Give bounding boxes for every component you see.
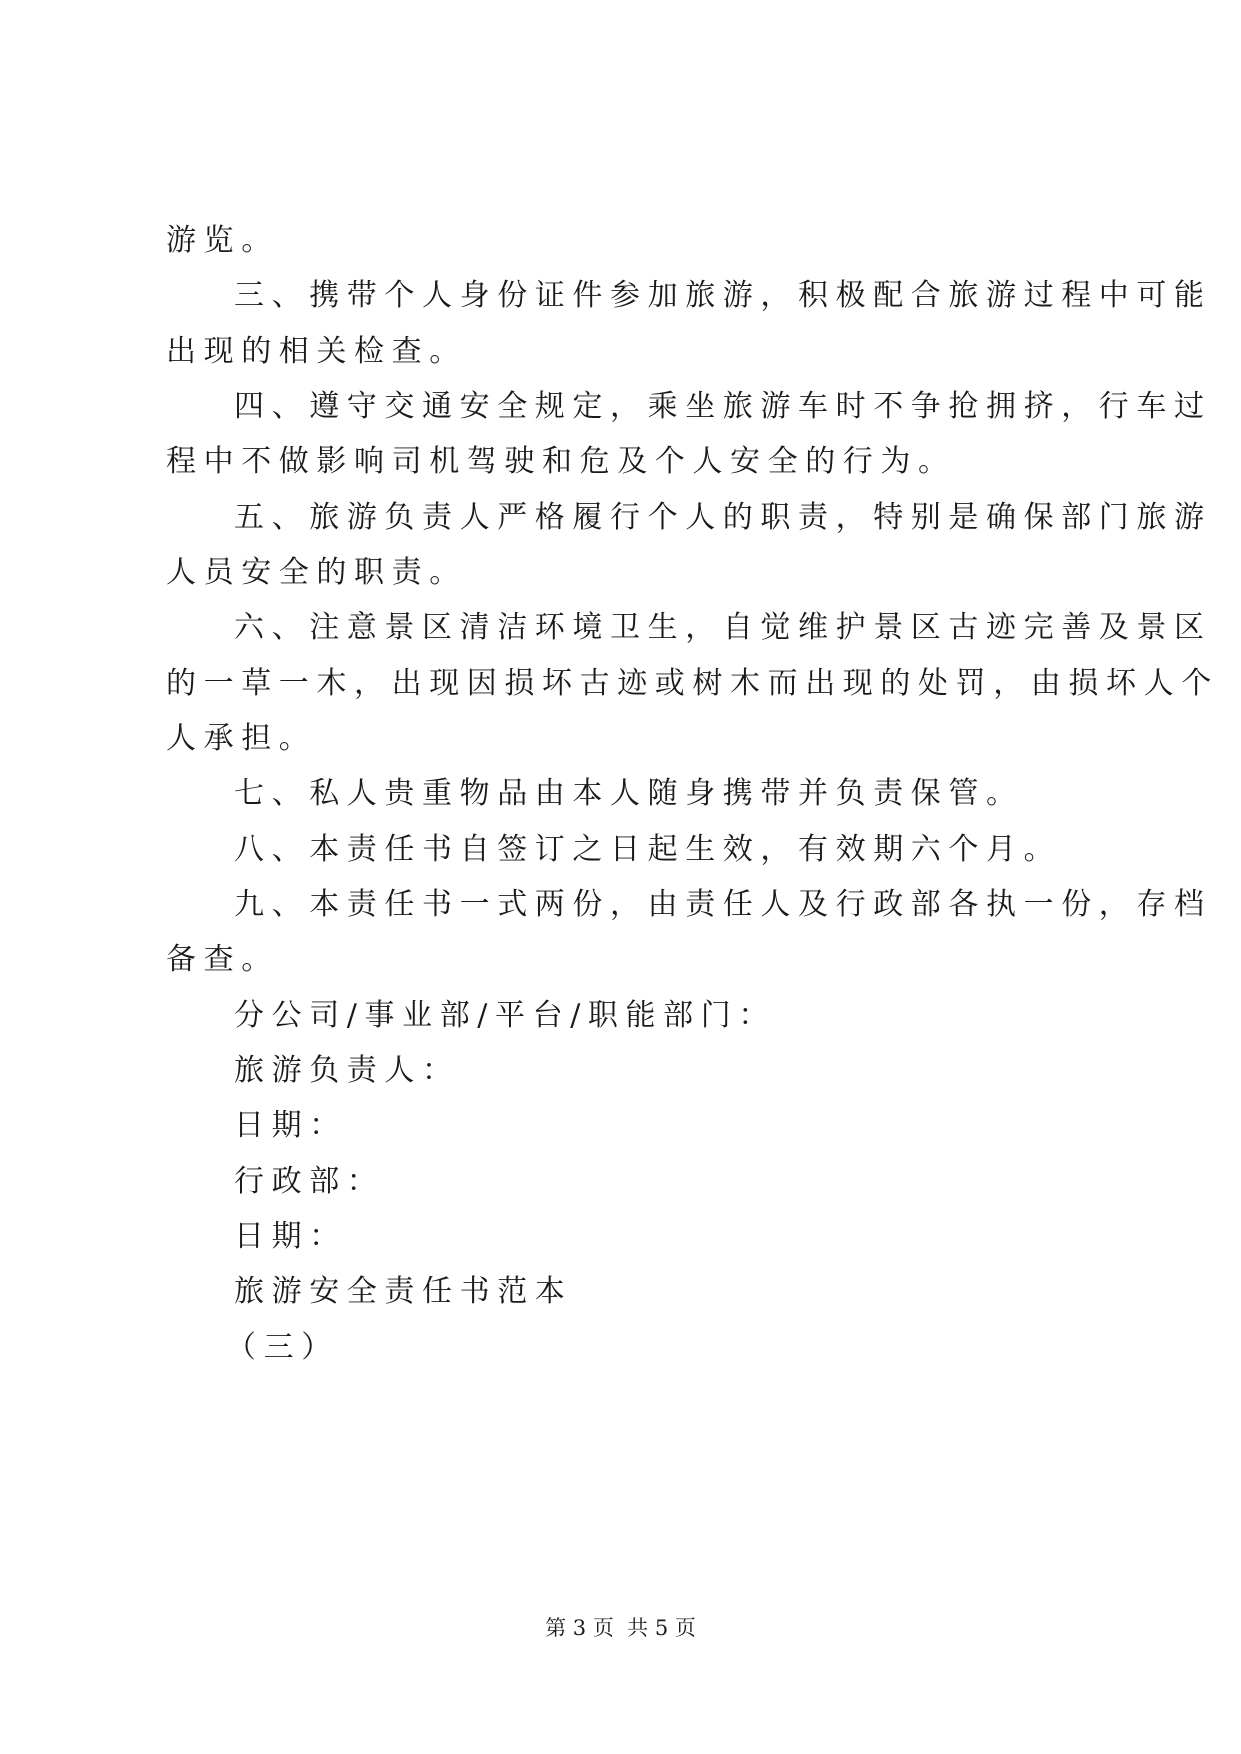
text-line: 出现的相关检查。	[166, 334, 467, 369]
text-line: 人承担。	[166, 721, 317, 756]
text-line: 游览。	[166, 223, 279, 258]
text-line: 人员安全的职责。	[166, 555, 467, 590]
signature-field-label: 旅游负责人：	[234, 1053, 460, 1088]
text-line: 程中不做影响司机驾驶和危及个人安全的行为。	[166, 444, 956, 479]
text-line: 八、本责任书自签订之日起生效，有效期六个月。	[234, 832, 1062, 867]
page-number-footer: 第 3 页 共 5 页	[545, 1616, 696, 1640]
text-line: 的一草一木，出现因损坏古迹或树木而出现的处罚，由损坏人个	[166, 666, 1219, 701]
signature-field-label: 行政部：	[234, 1164, 385, 1199]
signature-field-label: 日期：	[234, 1219, 347, 1254]
text-line: 五、旅游负责人严格履行个人的职责，特别是确保部门旅游	[234, 500, 1212, 535]
section-number: （三）	[226, 1330, 339, 1365]
signature-field-label: 分公司/事业部/平台/职能部门：	[234, 998, 776, 1033]
text-line: 四、遵守交通安全规定，乘坐旅游车时不争抢拥挤，行车过	[234, 389, 1212, 424]
text-line: 三、携带个人身份证件参加旅游，积极配合旅游过程中可能	[234, 278, 1212, 313]
text-line: 七、私人贵重物品由本人随身携带并负责保管。	[234, 776, 1024, 811]
text-line: 六、注意景区清洁环境卫生，自觉维护景区古迹完善及景区	[234, 610, 1212, 645]
text-line: 九、本责任书一式两份，由责任人及行政部各执一份，存档	[234, 887, 1212, 922]
signature-field-label: 日期：	[234, 1108, 347, 1143]
section-title: 旅游安全责任书范本	[234, 1274, 573, 1309]
text-line: 备查。	[166, 942, 279, 977]
